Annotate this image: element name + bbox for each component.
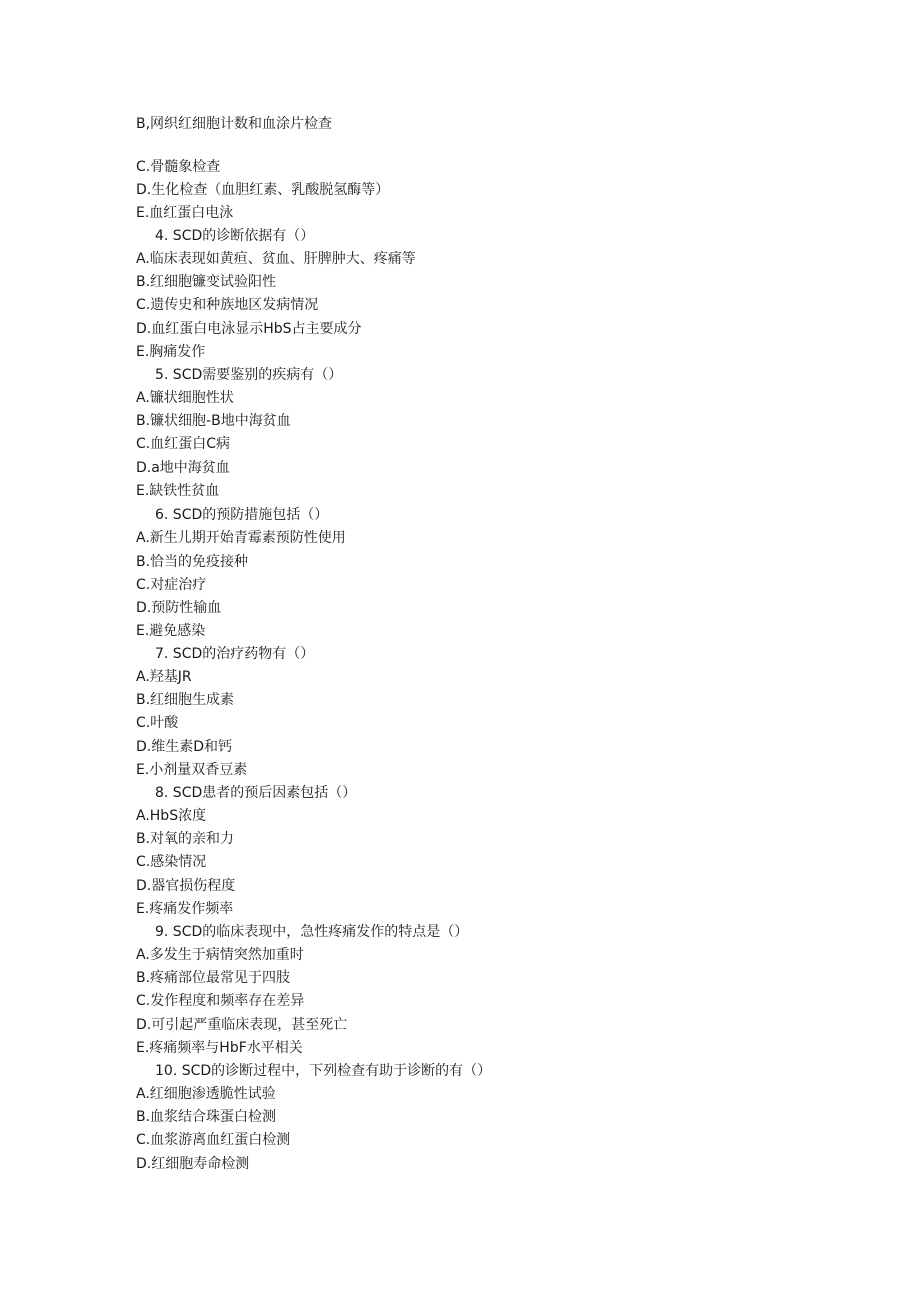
option-line: E.避免感染 xyxy=(136,623,206,639)
option-line: D.血红蛋白电泳显示HbS占主要成分 xyxy=(136,321,362,337)
option-line: D.红细胞寿命检测 xyxy=(136,1156,250,1172)
option-line: A.羟基JR xyxy=(136,669,192,685)
question-line: 4. SCD的诊断依据有（） xyxy=(155,228,315,244)
option-line: A.多发生于病情突然加重时 xyxy=(136,947,304,963)
option-line: C.遗传史和种族地区发病情况 xyxy=(136,297,319,313)
option-line: B.疼痛部位最常见于四肢 xyxy=(136,970,291,986)
option-line: B,网织红细胞计数和血涂片检查 xyxy=(136,116,333,132)
question-line: 7. SCD的治疗药物有（） xyxy=(155,646,315,662)
question-line: 6. SCD的预防措施包括（） xyxy=(155,507,329,523)
option-line: B.镰状细胞-B地中海贫血 xyxy=(136,413,291,429)
option-line: D.a地中海贫血 xyxy=(136,460,230,476)
option-line: C.骨髓象检查 xyxy=(136,159,221,175)
option-line: B.红细胞生成素 xyxy=(136,692,235,708)
option-line: D.可引起严重临床表现，甚至死亡 xyxy=(136,1017,348,1033)
option-line: E.血红蛋白电泳 xyxy=(136,205,234,221)
option-line: A.新生儿期开始青霉素预防性使用 xyxy=(136,530,346,546)
question-line: 8. SCD患者的预后因素包括（） xyxy=(155,785,357,801)
option-line: C.感染情况 xyxy=(136,854,207,870)
option-line: B.红细胞镰变试验阳性 xyxy=(136,274,277,290)
option-line: C.对症治疗 xyxy=(136,577,207,593)
option-line: B.血浆结合珠蛋白检测 xyxy=(136,1109,277,1125)
option-line: C.发作程度和频率存在差异 xyxy=(136,993,305,1009)
question-line: 9. SCD的临床表现中，急性疼痛发作的特点是（） xyxy=(155,924,469,940)
option-line: C.叶酸 xyxy=(136,715,179,731)
option-line: E.胸痛发作 xyxy=(136,344,206,360)
option-line: E.疼痛频率与HbF水平相关 xyxy=(136,1040,303,1056)
option-line: D.预防性输血 xyxy=(136,600,222,616)
option-line: D.器官损伤程度 xyxy=(136,878,236,894)
option-line: E.缺铁性贫血 xyxy=(136,483,220,499)
option-line: A.红细胞渗透脆性试验 xyxy=(136,1086,276,1102)
option-line: A.镰状细胞性状 xyxy=(136,390,234,406)
option-line: C.血浆游离血红蛋白检测 xyxy=(136,1132,291,1148)
option-line: E.小剂量双香豆素 xyxy=(136,762,248,778)
option-line: C.血红蛋白C病 xyxy=(136,436,231,452)
option-line: A.HbS浓度 xyxy=(136,808,207,824)
option-line: E.疼痛发作频率 xyxy=(136,901,234,917)
option-line: B.恰当的免疫接种 xyxy=(136,554,249,570)
option-line: D.生化检查（血胆红素、乳酸脱氢酶等） xyxy=(136,182,390,198)
question-line: 5. SCD需要鉴别的疾病有（） xyxy=(155,367,343,383)
option-line: B.对氧的亲和力 xyxy=(136,831,235,847)
option-line: D.维生素D和钙 xyxy=(136,739,233,755)
question-line: 10. SCD的诊断过程中，下列检查有助于诊断的有（） xyxy=(155,1063,492,1079)
option-line: A.临床表现如黄疸、贫血、肝脾肿大、疼痛等 xyxy=(136,251,416,267)
